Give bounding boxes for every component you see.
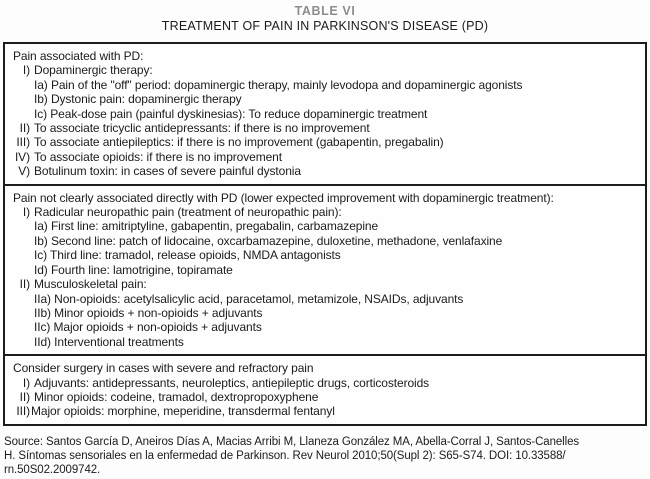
table-line (9, 335, 641, 349)
source-line: rn.50S02.2009742. (4, 463, 101, 476)
item-text: Consider surgery in cases with severe and refractory pain (13, 361, 314, 376)
item-numeral: II) (19, 389, 30, 404)
table-line (9, 277, 641, 291)
table-line (9, 107, 641, 121)
item-text: Id) Fourth line: lamotrigine, topiramate (34, 262, 233, 277)
treatment-table (3, 42, 647, 426)
table-number: TABLE VI (294, 4, 356, 18)
item-numeral: I) (22, 63, 30, 78)
table-line (9, 49, 641, 63)
item-text: Dopaminergic therapy: (34, 63, 153, 78)
item-text: To associate antiepileptics: if there is no improvement (gabapentin, pregabalin) (34, 135, 444, 150)
table-line (9, 121, 641, 135)
item-text: IIc) Major opioids + non-opioids + adjuvants (34, 320, 262, 335)
item-text: Radicular neuropathic pain (treatment of neuropathic pain): (34, 205, 342, 220)
item-text: IIb) Minor opioids + non-opioids + adjuvants (34, 305, 263, 320)
item-text: Ic) Peak-dose pain (painful dyskinesias): To reduce dopaminergic treatment (34, 106, 428, 121)
table-line (9, 404, 641, 418)
item-text: Ia) First line: amitriptyline, gabapentin, pregabalin, carbamazepine (34, 219, 379, 234)
item-text: Musculoskeletal pain: (34, 277, 147, 292)
table-section (5, 184, 645, 354)
table-line (9, 376, 641, 390)
table-line (9, 78, 641, 92)
table-line (9, 135, 641, 149)
table-line (9, 390, 641, 404)
table-line (9, 63, 641, 77)
item-text: Pain not clearly associated directly with PD (lower expected improvement with dopaminergic treatment): (13, 190, 554, 205)
item-numeral: III) (16, 135, 30, 150)
table-line (9, 263, 641, 277)
table-section (5, 354, 645, 424)
table-line (9, 150, 641, 164)
item-numeral: V) (18, 164, 30, 179)
item-text: Minor opioids: codeine, tramadol, dextropropoxyphene (34, 389, 319, 404)
item-text: Botulinum toxin: in cases of severe painful dystonia (34, 164, 301, 179)
table-line (9, 320, 641, 334)
table-line (9, 191, 641, 205)
source-line: H. Síntomas sensoriales en la enfermedad de Parkinson. Rev Neurol 2010;50(Supl 2): S65-S74. DOI: 10.33588/ (4, 449, 566, 462)
item-text: Adjuvants: antidepressants, neuroleptics, antiepileptic drugs, corticosteroids (34, 375, 430, 390)
table-line (9, 234, 641, 248)
item-text: IId) Interventional treatments (34, 334, 184, 349)
item-numeral: II) (19, 277, 30, 292)
item-text: To associate tricyclic antidepressants: if there is no improvement (34, 121, 370, 136)
item-text: Ia) Pain of the "off" period: dopaminergic therapy, mainly levodopa and dopaminergic agonists (34, 77, 523, 92)
item-numeral: I) (22, 375, 30, 390)
item-text: Ic) Third line: tramadol, release opioids, NMDA antagonists (34, 248, 341, 263)
table-line (9, 164, 641, 178)
item-text: Major opioids: morphine, meperidine, transdermal fentanyl (31, 404, 335, 419)
item-numeral: III) (16, 404, 30, 419)
table-section (5, 44, 645, 184)
item-text: Ib) Dystonic pain: dopaminergic therapy (34, 92, 242, 107)
item-text: IIa) Non-opioids: acetylsalicylic acid, paracetamol, metamizole, NSAIDs, adjuvants (34, 291, 464, 306)
table-line (9, 92, 641, 106)
table-line (9, 205, 641, 219)
item-numeral: I) (22, 205, 30, 220)
item-numeral: II) (19, 121, 30, 136)
item-numeral: IV) (14, 149, 30, 164)
table-line (9, 361, 641, 375)
table-header (0, 0, 650, 34)
source-line: Source: Santos García D, Aneiros Días A, Macias Arribi M, Llaneza González MA, Abella-Corral J, Santos-Canelles (4, 435, 580, 448)
item-text: Ib) Second line: patch of lidocaine, oxcarbamazepine, duloxetine, methadone, venlafaxine (34, 233, 503, 248)
table-line (9, 292, 641, 306)
source-note (4, 435, 646, 477)
table-line (9, 219, 641, 233)
table-line (9, 248, 641, 262)
item-text: To associate opioids: if there is no improvement (34, 149, 282, 164)
item-text: Pain associated with PD: (13, 49, 144, 63)
table-caption: TREATMENT OF PAIN IN PARKINSON'S DISEASE (PD) (161, 19, 489, 33)
table-line (9, 306, 641, 320)
